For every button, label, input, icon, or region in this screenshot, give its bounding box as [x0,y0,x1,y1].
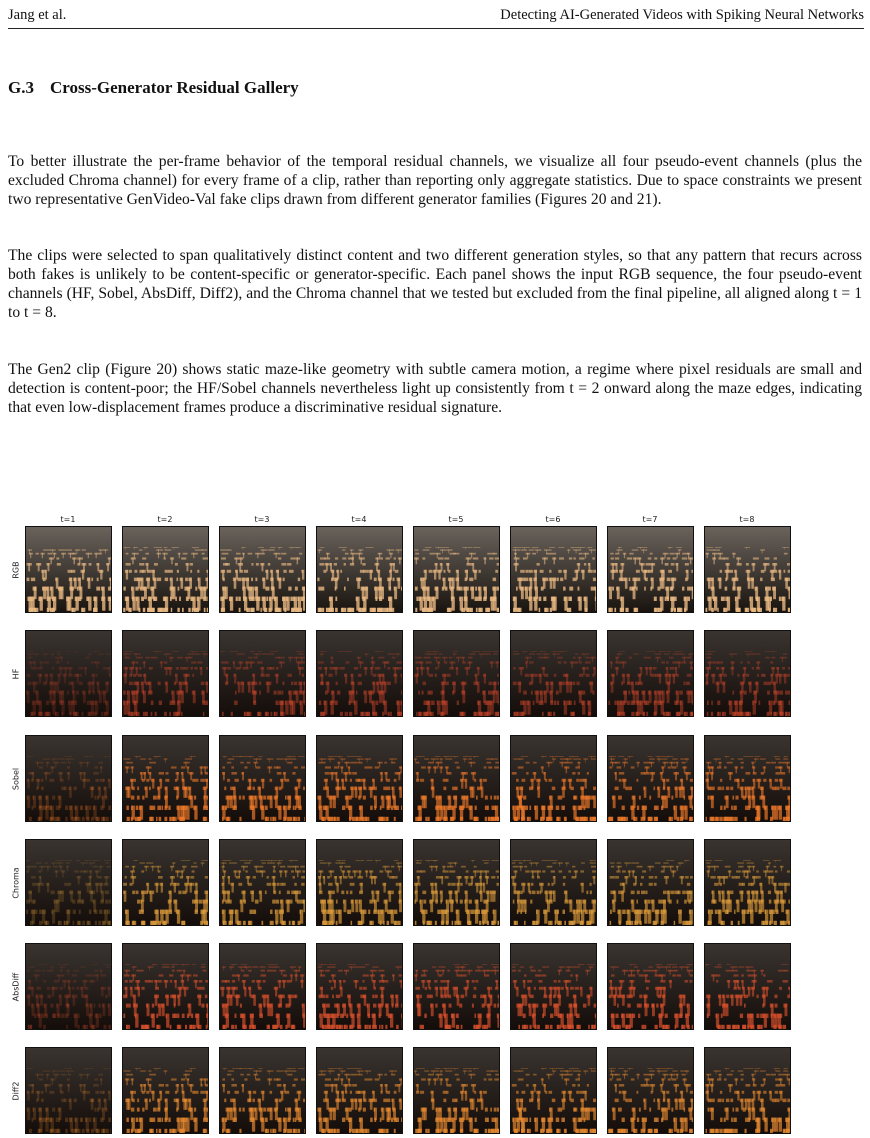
frame-tile-hf [219,630,306,717]
row-label [10,526,22,613]
frame-tile-chroma [413,839,500,926]
column-label: t=6 [545,515,561,524]
row-label-text: AbsDiff [11,972,21,1001]
frame-tile-hf [413,630,500,717]
frame-tile-diff2 [122,1047,209,1134]
frame-tile-sobel [704,735,791,822]
frame-tile-diff2 [704,1047,791,1134]
frame-tile-chroma [510,839,597,926]
frame-tile-sobel [607,735,694,822]
frame-tile-diff2 [413,1047,500,1134]
frame-tile-absdiff [316,943,403,1030]
frame-tile-rgb [316,526,403,613]
header-authors: Jang et al. [8,7,67,23]
row-label-text: Diff2 [11,1081,21,1100]
frame-tile-diff2 [510,1047,597,1134]
frame-tile-chroma [122,839,209,926]
paragraph-3: The Gen2 clip (Figure 20) shows static maze-like geometry with subtle camera motion, a regime where pixel residuals are small and detection is content-poor; the HF/Sobel channels nevertheless light up consistently from t = 2 onward along the maze edges, indicating that even low-displacement frames produce a discriminative residual signature. [8,360,862,417]
row-label [10,943,22,1030]
section-number: G.3 [8,78,34,97]
frame-tile-rgb [704,526,791,613]
frame-tile-hf [316,630,403,717]
frame-tile-hf [607,630,694,717]
row-label [10,735,22,822]
header-paper-title: Detecting AI-Generated Videos with Spiking Neural Networks [500,7,864,23]
frame-tile-chroma [219,839,306,926]
column-label: t=3 [254,515,270,524]
frame-tile-hf [25,630,112,717]
frame-tile-chroma [607,839,694,926]
column-label: t=4 [351,515,367,524]
row-label-text: Sobel [11,767,21,790]
residual-gallery-figure [0,508,870,1138]
frame-tile-diff2 [219,1047,306,1134]
paragraph-2: The clips were selected to span qualitatively distinct content and two different generation styles, so that any pattern that recurs across both fakes is unlikely to be content-specific or generator-specific. Each panel shows the input RGB sequence, the four pseudo-event channels (HF, Sobel, AbsDiff, Diff2), and the Chroma channel that we tested but excluded from the final pipeline, all aligned along t = 1 to t = 8. [8,246,862,322]
frame-tile-sobel [413,735,500,822]
frame-tile-rgb [607,526,694,613]
frame-tile-rgb [510,526,597,613]
row-label-text: Chroma [11,866,21,899]
frame-tile-chroma [25,839,112,926]
frame-tile-absdiff [25,943,112,1030]
frame-tile-absdiff [607,943,694,1030]
running-header [8,6,864,29]
frame-tile-rgb [25,526,112,613]
frame-tile-sobel [122,735,209,822]
section-title: Cross-Generator Residual Gallery [49,78,299,97]
frame-tile-rgb [122,526,209,613]
row-label [10,839,22,926]
column-label: t=1 [60,515,76,524]
frame-tile-hf [510,630,597,717]
frame-tile-diff2 [25,1047,112,1134]
frame-tile-absdiff [510,943,597,1030]
frame-tile-hf [704,630,791,717]
frame-tile-sobel [510,735,597,822]
frame-tile-absdiff [219,943,306,1030]
frame-tile-absdiff [413,943,500,1030]
frame-tile-diff2 [607,1047,694,1134]
frame-tile-sobel [316,735,403,822]
column-label: t=8 [739,515,755,524]
frame-tile-sobel [219,735,306,822]
section-heading [8,78,299,98]
frame-tile-absdiff [704,943,791,1030]
frame-tile-chroma [704,839,791,926]
column-label: t=2 [157,515,173,524]
frame-tile-chroma [316,839,403,926]
frame-tile-sobel [25,735,112,822]
frame-tile-rgb [413,526,500,613]
paragraph-1: To better illustrate the per-frame behavior of the temporal residual channels, we visualize all four pseudo-event channels (plus the excluded Chroma channel) for every frame of a clip, rather than reporting only aggregate statistics. Due to space constraints we present two representative GenVideo-Val fake clips drawn from different generator families (Figures 20 and 21). [8,152,862,209]
frame-tile-hf [122,630,209,717]
row-label [10,630,22,717]
row-label-text: HF [11,668,21,679]
row-label-text: RGB [11,560,21,579]
column-label: t=5 [448,515,464,524]
frame-tile-diff2 [316,1047,403,1134]
frame-tile-absdiff [122,943,209,1030]
row-label [10,1047,22,1134]
frame-tile-rgb [219,526,306,613]
column-label: t=7 [642,515,658,524]
